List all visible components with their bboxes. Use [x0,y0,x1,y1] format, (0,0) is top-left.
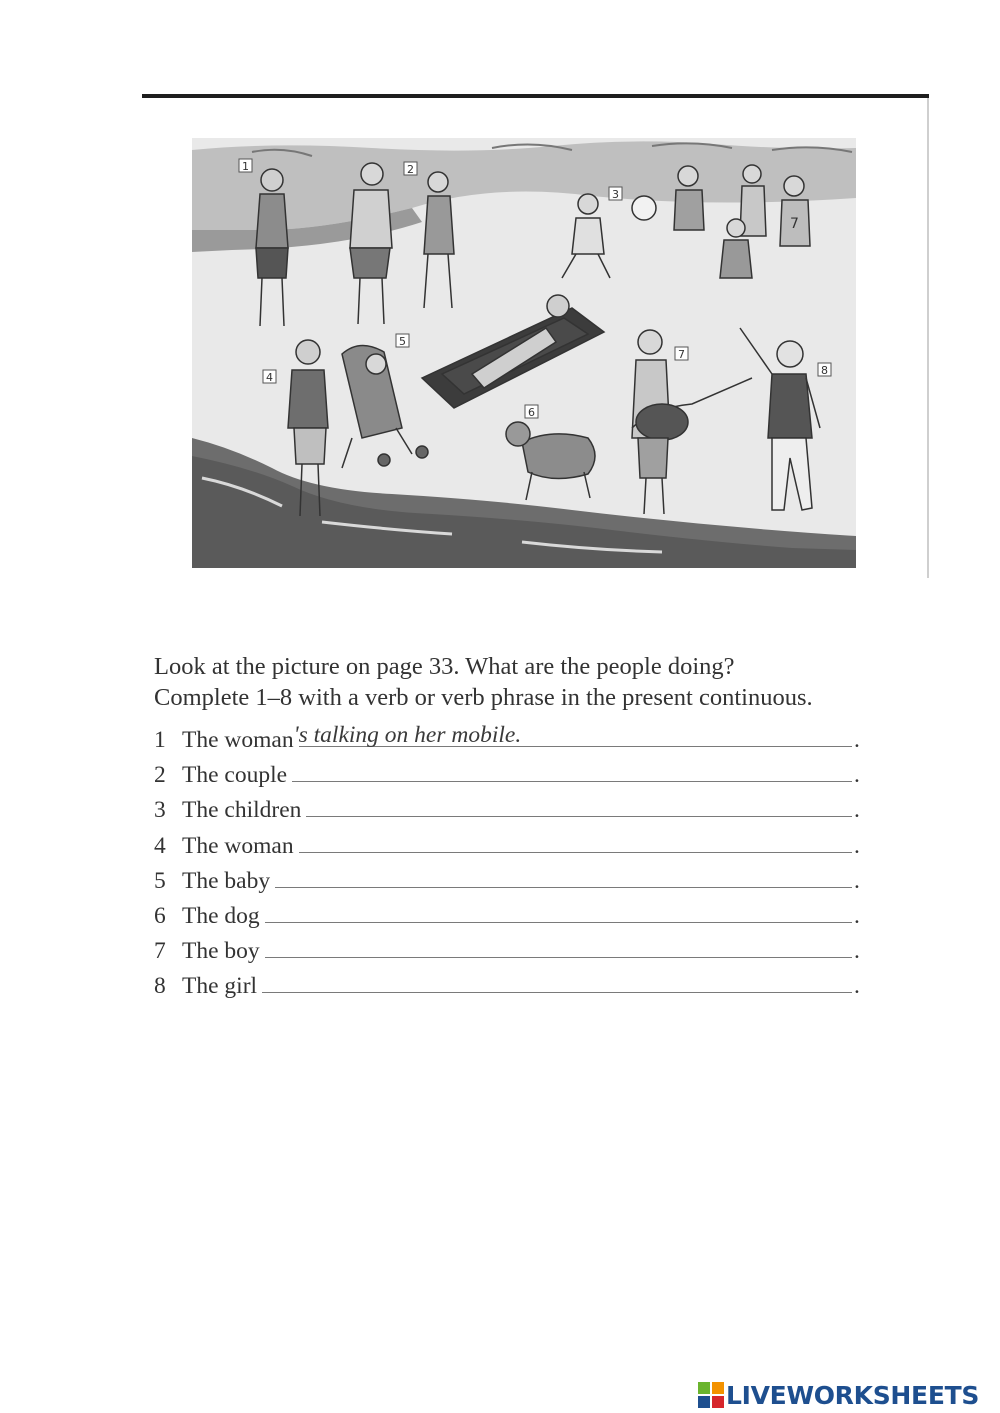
answer-blank[interactable] [275,869,852,888]
exercise-item [154,903,860,938]
brand-name: LIVEWORKSHEETS [726,1380,980,1410]
period: . [854,973,860,1000]
exercise-item [154,722,860,762]
liveworksheets-logo[interactable] [698,1378,979,1412]
item-prompt: The boy [182,938,260,965]
period: . [854,902,860,929]
answer-blank[interactable] [262,974,852,993]
top-rule [142,94,929,98]
exercise-item [154,833,860,868]
exercise-item [154,868,860,903]
item-number: 8 [154,973,166,1000]
exercise-item [154,973,860,1008]
item-prompt: The girl [182,973,258,1000]
figure-label-8: 8 [821,364,828,377]
instruction-line-1: Look at the picture on page 33. What are the people doing? [154,653,735,680]
item-number: 7 [154,938,166,965]
period: . [854,797,860,824]
figure-label-1: 1 [242,160,249,173]
exercise-item [154,797,860,832]
answer-blank[interactable] [265,904,852,923]
item-number: 5 [154,867,166,894]
period: . [854,727,860,753]
figure-label-2: 2 [407,163,414,176]
beach-illustration [192,138,856,568]
item-number: 6 [154,902,166,929]
exercise-item [154,762,860,797]
answer-blank[interactable] [306,798,852,817]
answer-text: 's talking on her mobile. [293,722,522,748]
answer-blank[interactable] [299,834,852,853]
exercise-list [154,722,860,1009]
liveworksheets-logo-icon [698,1382,724,1408]
answer-blank[interactable] [293,722,852,748]
side-rule [927,98,929,578]
item-prompt: The woman [182,832,294,859]
answer-blank[interactable] [265,939,852,958]
figure-label-6: 6 [528,406,535,419]
instruction-line-2: Complete 1–8 with a verb or verb phrase in the present continuous. [154,684,813,711]
instructions [154,651,874,713]
period: . [854,762,860,789]
item-prompt: The baby [182,867,271,894]
item-prompt: The woman [182,727,294,753]
figure-label-5: 5 [399,335,406,348]
item-prompt: The dog [182,902,260,929]
figure-label-4: 4 [266,371,273,384]
item-prompt: The couple [182,762,288,789]
figure-jersey-number: 7 [790,216,799,232]
item-number: 4 [154,832,166,859]
item-prompt: The children [182,797,302,824]
exercise-item [154,938,860,973]
figure-label-7: 7 [678,348,685,361]
answer-blank[interactable] [292,763,852,782]
item-number: 1 [154,727,166,753]
period: . [854,867,860,894]
item-number: 3 [154,797,166,824]
figure-label-3: 3 [612,188,619,201]
item-number: 2 [154,762,166,789]
period: . [854,938,860,965]
period: . [854,832,860,859]
